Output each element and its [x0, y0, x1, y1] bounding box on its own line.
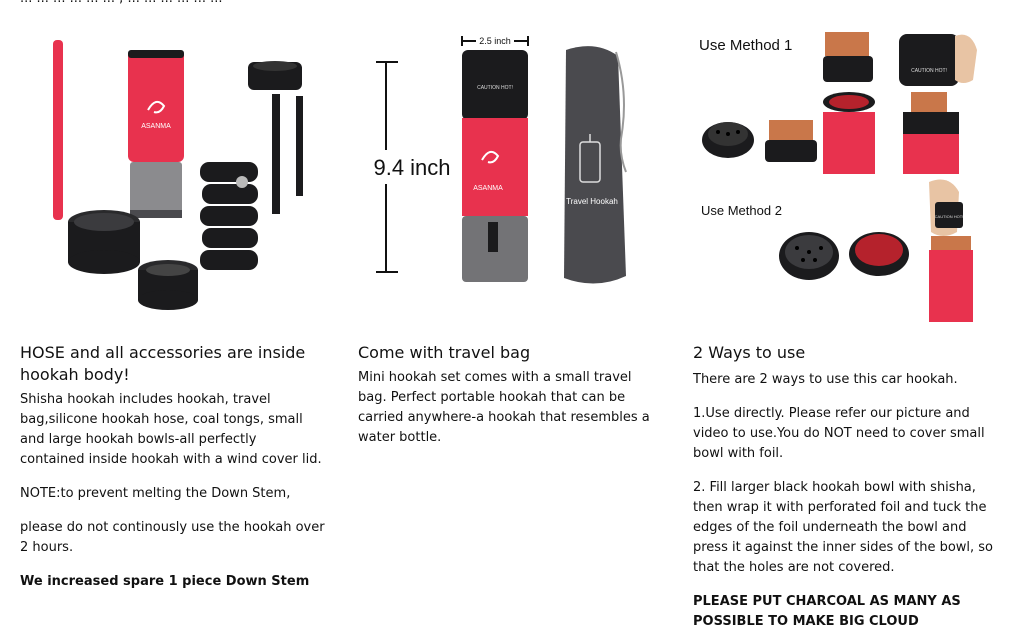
method-1-foil-bowl-top: [823, 32, 873, 82]
brand-label: ASANMA: [473, 185, 503, 192]
usage-para-3: 2. Fill larger black hookah bowl with shisha, then wrap it with perforated foil and tuck the edges of the foil underneath the bowl and press it against the inner sides of the bowl, so that the holes are not covered.: [693, 480, 994, 575]
method-2-hookah-with-hand: [929, 180, 973, 322]
accessories-para-1: Shisha hookah includes hookah, travel bag,silicone hookah hose, coal tongs, small and large hookah bowls-all perfectly contained inside hookah with a wind cover lid.: [20, 392, 322, 467]
hookah-base-clear: [130, 162, 182, 218]
method-1-foil-bowl: [765, 120, 817, 162]
usage-heading: 2 Ways to use: [693, 343, 806, 362]
svg-text:CAUTION HOT!: CAUTION HOT!: [911, 68, 947, 74]
brand-label: ASANMA: [141, 123, 171, 130]
down-stem: [296, 96, 303, 196]
silicone-hose: [53, 40, 63, 220]
usage-methods-image: [693, 22, 993, 322]
method-2-shisha-bowl: [849, 232, 909, 276]
travel-bag-product-image: [358, 22, 658, 322]
cut-off-top-text: [20, 0, 222, 6]
collapsible-silicone-stem: [200, 162, 258, 270]
travel-bag-description: [358, 342, 663, 462]
accessories-heading: HOSE and all accessories are inside hookah body!: [20, 343, 306, 384]
caution-hot-label: CAUTION HOT!: [477, 85, 513, 91]
travel-bag: [564, 46, 626, 283]
method-1-hookah-with-coals: [823, 92, 875, 174]
hookah-body-red: [128, 50, 184, 162]
method-1-open-bowl: [702, 122, 754, 158]
method-1-hookah-with-foil: [903, 92, 959, 174]
svg-text:CAUTION HOT!: CAUTION HOT!: [934, 214, 964, 219]
accessories-description: [20, 342, 325, 606]
method-1-label: Use Method 1: [699, 37, 793, 54]
usage-para-1: There are 2 ways to use this car hookah.: [693, 372, 958, 387]
travel-bag-para-1: Mini hookah set comes with a small travel bag. Perfect portable hookah that can be carried anywhere-a hookah that resembles a water bottle.: [358, 370, 650, 445]
height-dimension-label: 9.4 inch: [373, 155, 451, 180]
travel-bag-heading: Come with travel bag: [358, 343, 531, 362]
width-dimension-label: 2.5 inch: [479, 36, 511, 46]
hookah-body-red: [462, 118, 528, 216]
usage-bold-note: PLEASE PUT CHARCOAL AS MANY AS POSSIBLE TO MAKE BIG CLOUD: [693, 594, 961, 629]
method-2-label: Use Method 2: [701, 203, 782, 218]
accessories-para-3: please do not continously use the hookah over 2 hours.: [20, 520, 325, 555]
bag-label: Travel Hookah: [566, 197, 618, 206]
accessories-bold-note: We increased spare 1 piece Down Stem: [20, 574, 310, 589]
usage-description: [693, 342, 993, 640]
coal-tongs: [272, 94, 280, 214]
method-2-open-bowl: [779, 232, 839, 280]
small-hookah-bowl: [138, 260, 198, 310]
method-1-lid-with-hand: [899, 34, 977, 86]
accessories-para-2: NOTE:to prevent melting the Down Stem,: [20, 486, 291, 501]
accessories-product-image: [20, 22, 320, 322]
large-hookah-bowl: [68, 210, 140, 274]
usage-para-2: 1.Use directly. Please refer our picture and video to use.You do NOT need to cover small bowl with foil.: [693, 406, 985, 461]
